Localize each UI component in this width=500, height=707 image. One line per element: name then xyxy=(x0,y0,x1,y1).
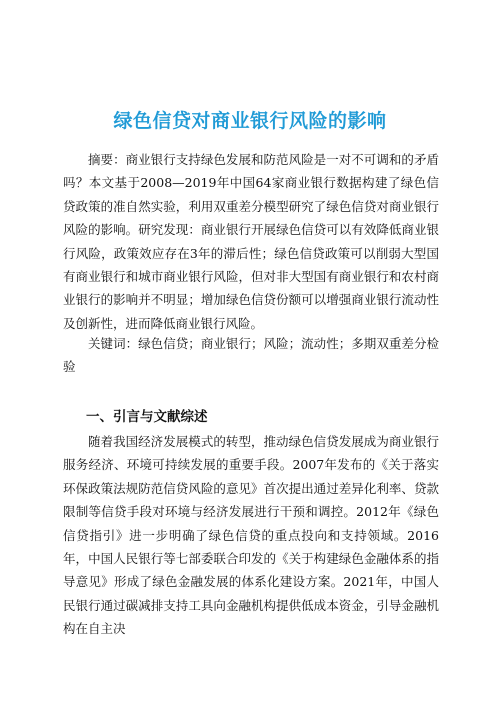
keywords-paragraph: 关键词：绿色信贷；商业银行；风险；流动性；多期双重差分检验 xyxy=(63,336,439,375)
introduction-paragraph: 随着我国经济发展模式的转型，推动绿色信贷发展成为商业银行服务经济、环境可持续发展的重要手段。2007年发布的《关于落实环保政策法规防范信贷风险的意见》首次提出通过差异化利率、贷款限制等信贷手段对环境与经济发展进行干预和调控。2012年《绿色信贷指引》进一步明确了绿色信贷的重点投向和支持领域。2016年，中国人民银行等七部委联合印发的《关于构建绿色金融体系的指导意见》形成了绿色金融发展的体系化建设方案。2021年，中国人民银行通过碳减排支持工具向金融机构提供低成本资金，引导金融机构在自主决 xyxy=(63,434,439,637)
section-heading-introduction: 一、引言与文献综述 xyxy=(86,409,208,425)
paper-title: 绿色信贷对商业银行风险的影响 xyxy=(113,109,387,132)
abstract-paragraph: 摘要：商业银行支持绿色发展和防范风险是一对不可调和的矛盾吗？本文基于2008—2019年中国64家商业银行数据构建了绿色信贷政策的准自然实验，利用双重差分模型研究了绿色信贷对商业银行风险的影响。研究发现：商业银行开展绿色信贷可以有效降低商业银行风险，政策效应存在3年的滞后性；绿色信贷政策可以削弱大型国有商业银行和城市商业银行风险，但对非大型国有商业银行和农村商业银行的影响并不明显；增加绿色信贷份额可以增强商业银行流动性及创新性，进而降低商业银行风险。 xyxy=(63,152,439,331)
